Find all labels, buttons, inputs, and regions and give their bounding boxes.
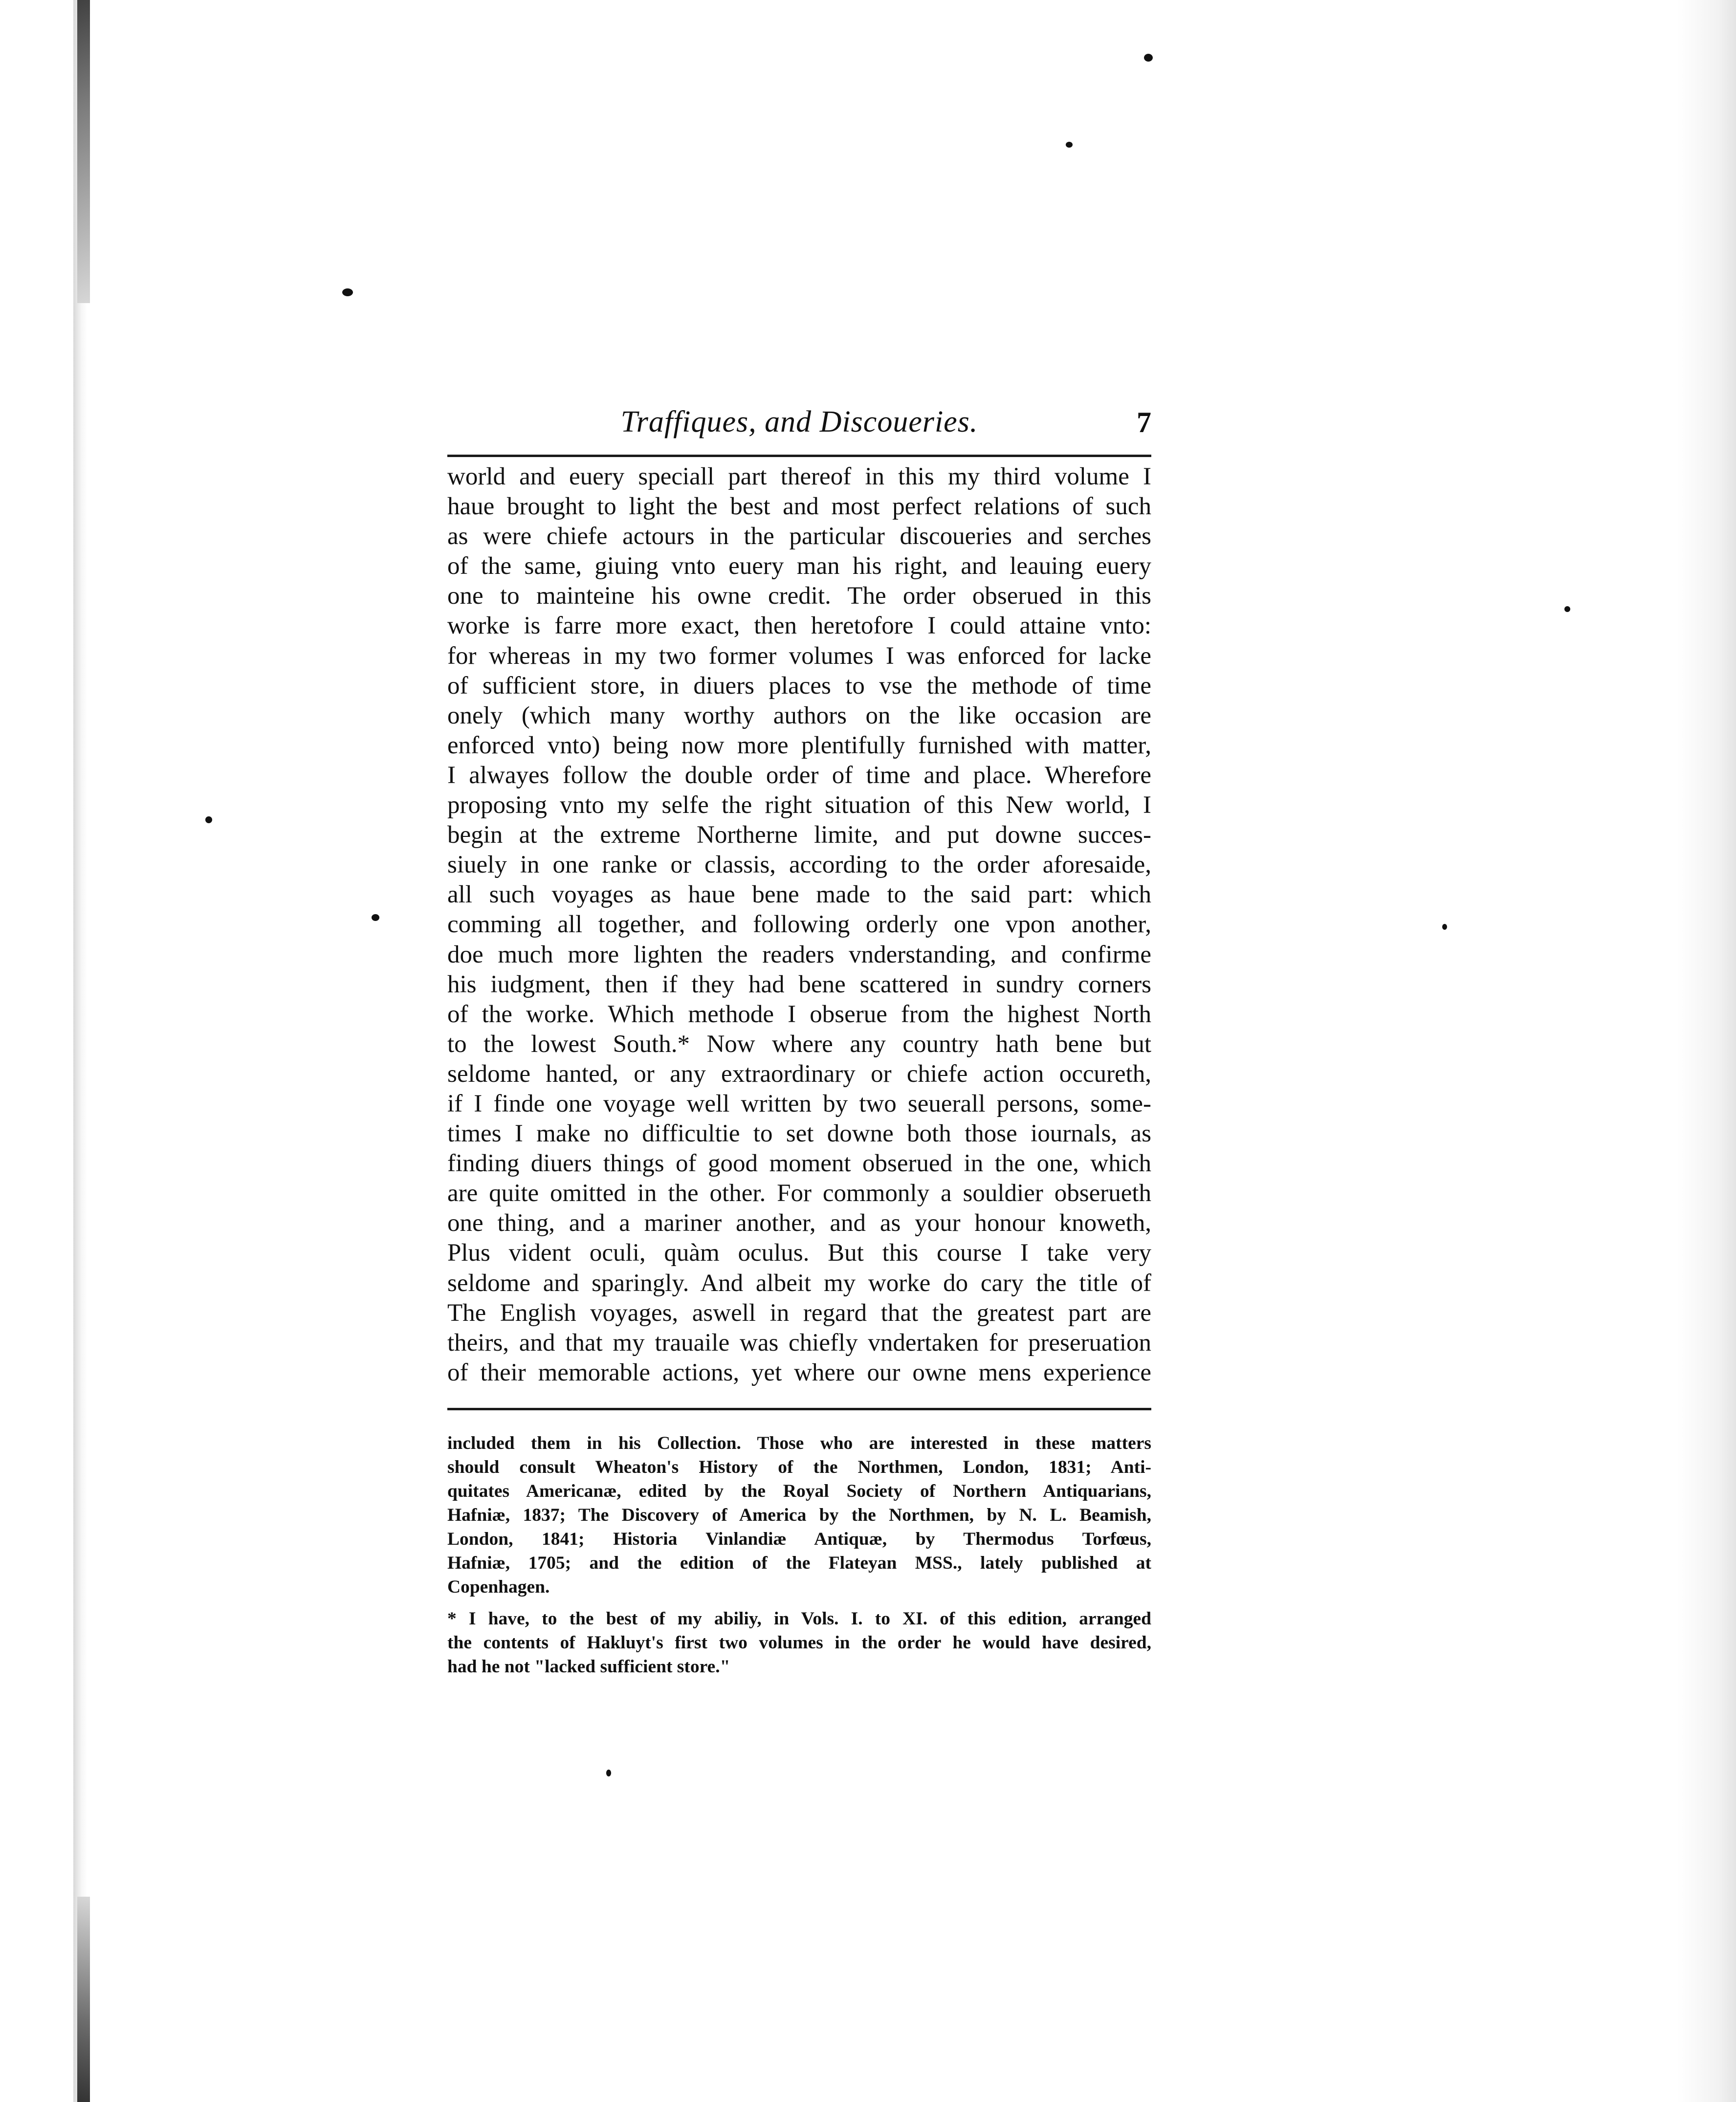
footnote-line: Copenhagen. xyxy=(447,1577,550,1597)
text-line: seldome hanted, or any extraordinary or chiefe action occureth, xyxy=(447,1060,1151,1088)
page-number: 7 xyxy=(1137,406,1151,438)
footnote-line: London, 1841; Historia Vinlandiæ Antiquæ, by Thermodus Torfœus, xyxy=(447,1529,1151,1549)
footnotes xyxy=(447,1431,1151,1679)
text-line: of the worke. Which methode I obserue from the highest North xyxy=(447,1000,1151,1028)
text-line: siuely in one ranke or classis, according to the order aforesaide, xyxy=(447,851,1151,879)
footnote-line: quitates Americanæ, edited by the Royal Society of Northern Antiquarians, xyxy=(447,1481,1151,1501)
running-head-title: Traffiques, and Discoueries. xyxy=(620,405,978,438)
text-line: times I make no difficultie to set downe both those iournals, as xyxy=(447,1120,1151,1148)
text-line: seldome and sparingly. And albeit my worke do cary the title of xyxy=(447,1269,1151,1297)
text-line: proposing vnto my selfe the right situation of this New world, I xyxy=(447,791,1151,819)
scan-speck xyxy=(1442,924,1447,930)
text-line: The English voyages, aswell in regard that the greatest part are xyxy=(447,1299,1151,1327)
scan-speck xyxy=(606,1770,611,1776)
scan-speck xyxy=(1066,142,1073,148)
text-line: one thing, and a mariner another, and as your honour knoweth, xyxy=(447,1209,1151,1237)
text-line: if I finde one voyage well written by two seuerall persons, some- xyxy=(447,1090,1151,1117)
text-line: his iudgment, then if they had bene scattered in sundry corners xyxy=(447,970,1151,998)
text-line: world and euery speciall part thereof in this my third volume I xyxy=(447,463,1151,490)
text-line: one to mainteine his owne credit. The order obserued in this xyxy=(447,582,1151,610)
text-line: finding diuers things of good moment obserued in the one, which xyxy=(447,1150,1151,1178)
text-line: of the same, giuing vnto euery man his right, and leauing euery xyxy=(447,552,1151,580)
text-line: for whereas in my two former volumes I was enforced for lacke xyxy=(447,642,1151,670)
text-line: Plus vident oculi, quàm oculus. But this course I take very xyxy=(447,1239,1151,1267)
scan-edge-left xyxy=(73,0,87,2102)
footnote-line: the contents of Hakluyt's first two volumes in the order he would have desired, xyxy=(447,1633,1151,1653)
text-line: doe much more lighten the readers vnderstanding, and confirme xyxy=(447,941,1151,968)
main-text xyxy=(447,462,1151,1388)
running-head xyxy=(447,401,1151,450)
text-line: comming all together, and following orderly one vpon another, xyxy=(447,911,1151,939)
text-line: are quite omitted in the other. For commonly a souldier obserueth xyxy=(447,1180,1151,1207)
text-line: begin at the extreme Northerne limite, and put downe succes- xyxy=(447,821,1151,849)
header-rule xyxy=(447,455,1151,457)
scan-speck xyxy=(342,288,353,296)
footnote-line: included them in his Collection. Those who are interested in these matters xyxy=(447,1433,1151,1453)
scan-shadow-bottom xyxy=(77,1897,90,2102)
scan-speck xyxy=(1564,606,1570,612)
footnote-line: Hafniæ, 1837; The Discovery of America by the Northmen, by N. L. Beamish, xyxy=(447,1505,1151,1525)
scan-speck xyxy=(372,914,379,921)
text-line: I alwayes follow the double order of time and place. Wherefore xyxy=(447,761,1151,789)
text-line: haue brought to light the best and most perfect relations of such xyxy=(447,493,1151,521)
text-line: of sufficient store, in diuers places to vse the methode of time xyxy=(447,672,1151,700)
scan-shadow-top xyxy=(77,0,90,303)
footnote-line: had he not "lacked sufficient store." xyxy=(447,1657,730,1677)
text-line: onely (which many worthy authors on the like occasion are xyxy=(447,701,1151,729)
footnote-rule xyxy=(447,1408,1151,1410)
text-line: enforced vnto) being now more plentifully furnished with matter, xyxy=(447,731,1151,759)
footnote-gap xyxy=(447,1599,1151,1607)
text-line: of their memorable actions, yet where our owne mens experience xyxy=(447,1358,1151,1386)
text-line: as were chiefe actours in the particular discoueries and serches xyxy=(447,523,1151,550)
text-line: theirs, and that my trauaile was chiefly vndertaken for preseruation xyxy=(447,1329,1151,1357)
scan-speck xyxy=(205,816,212,823)
text-line: worke is farre more exact, then heretofore I could attaine vnto: xyxy=(447,612,1151,640)
scan-edge-right xyxy=(1677,0,1736,2102)
footnote-line: Hafniæ, 1705; and the edition of the Flateyan MSS., lately published at xyxy=(447,1553,1151,1573)
footnote-line: should consult Wheaton's History of the Northmen, London, 1831; Anti- xyxy=(447,1457,1151,1477)
text-line: all such voyages as haue bene made to the said part: which xyxy=(447,881,1151,909)
footnote-line: * I have, to the best of my abiliy, in Vols. I. to XI. of this edition, arranged xyxy=(447,1609,1151,1629)
scan-speck xyxy=(1144,54,1153,62)
text-line: to the lowest South.* Now where any country hath bene but xyxy=(447,1030,1151,1058)
